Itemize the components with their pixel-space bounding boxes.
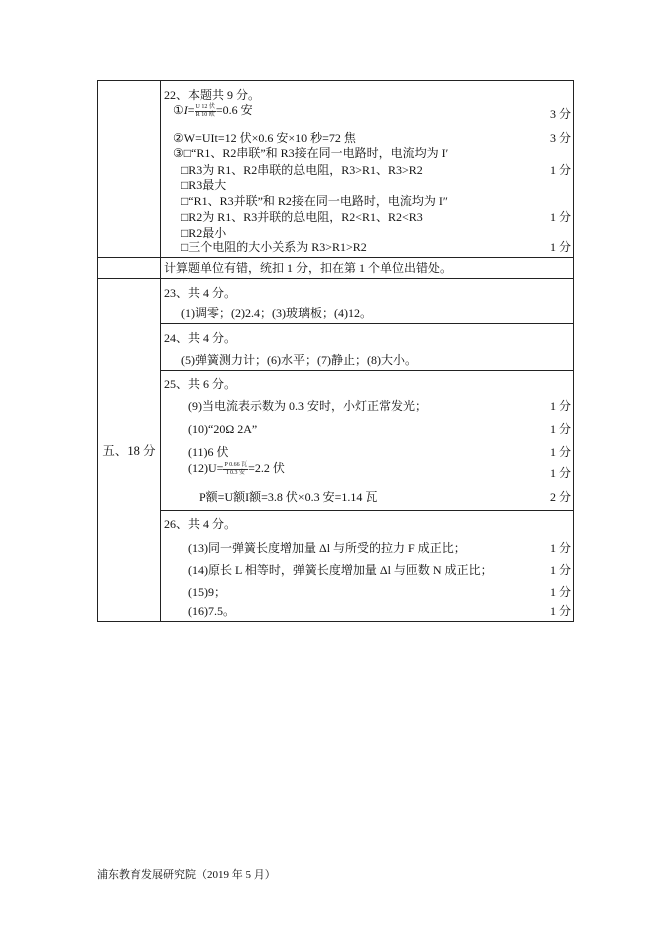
q24-header: 24、共 4 分。 <box>164 331 237 345</box>
q22-line1-tail: =0.6 安 <box>215 103 253 117</box>
q22-line4: □R3为 R1、R2串联的总电阻，R3>R1、R3>R2 <box>181 163 423 177</box>
q25-answer-12-denominator: I 0.3 安 <box>226 469 246 476</box>
q24-row <box>98 324 574 371</box>
q22-header: 22、本题共 9 分。 <box>164 88 261 102</box>
q22-line5: □R3最大 <box>181 178 227 192</box>
q25-answer-12b-score: 2 分 <box>549 490 571 504</box>
q25-answer-12-score: 1 分 <box>549 466 571 480</box>
q22-cell <box>161 81 574 258</box>
q25-answer-9: (9)当电流表示数为 0.3 安时，小灯正常发光； <box>188 399 427 413</box>
q24-cell <box>161 324 574 371</box>
q23-header: 23、共 4 分。 <box>164 286 237 300</box>
q25-answer-12b: P额=U额I额=3.8 伏×0.3 安=1.14 瓦 <box>199 490 378 504</box>
note-cell <box>161 258 574 279</box>
q22-line9-score: 1 分 <box>549 240 571 254</box>
q26-answer-15: (15)9； <box>188 585 226 599</box>
q26-answer-16: (16)7.5。 <box>188 604 235 618</box>
q26-header: 26、共 4 分。 <box>164 517 237 531</box>
q22-line1-numerator: U 12 伏 <box>195 103 215 110</box>
q25-answer-11: (11)6 伏 <box>188 445 229 459</box>
q23-row <box>98 279 574 324</box>
answer-table <box>97 80 574 622</box>
q26-answer-13-score: 1 分 <box>549 541 571 555</box>
unit-error-note: 计算题单位有错，统扣 1 分，扣在第 1 个单位出错处。 <box>164 261 453 275</box>
q25-header: 25、共 6 分。 <box>164 377 237 391</box>
section-cell-empty-2 <box>98 258 161 279</box>
q26-answer-16-score: 1 分 <box>549 604 571 618</box>
q22-line3: ③□“R1、R2串联”和 R3接在同一电路时，电流均为 I′ <box>173 146 449 160</box>
q26-answer-13: (13)同一弹簧长度增加量 Δl 与所受的拉力 F 成正比； <box>188 541 466 555</box>
q22-line2-score: 3 分 <box>549 131 571 145</box>
q26-cell <box>161 511 574 622</box>
q23-cell <box>161 279 574 324</box>
section-cell-empty-1 <box>98 81 161 258</box>
q22-line7-score: 1 分 <box>549 210 571 224</box>
q22-row <box>98 81 574 258</box>
q25-answer-12: (12)U= $\frac{\text{P 0.66 瓦}}{\text{I 0.3 安}}$ =2.2 伏 <box>188 461 285 476</box>
q26-answer-14: (14)原长 L 相等时，弹簧长度增加量 Δl 与匝数 N 成正比； <box>188 563 493 577</box>
q26-answer-15-score: 1 分 <box>549 585 571 599</box>
section-cell: 五、18 分 <box>98 279 161 622</box>
q22-line9: □三个电阻的大小关系为 R3>R1>R2 <box>181 240 367 254</box>
q22-line1-denominator: R 10 欧 <box>195 111 215 118</box>
q22-line2: ②W=UIt=12 伏×0.6 安×10 秒=72 焦 <box>173 131 356 145</box>
q25-answer-10: (10)“20Ω 2A” <box>188 422 258 436</box>
q25-answer-10-score: 1 分 <box>549 422 571 436</box>
q22-line7: □R2为 R1、R3并联的总电阻，R2<R1、R2<R3 <box>181 210 423 224</box>
q23-answers: (1)调零；(2)2.4；(3)玻璃板；(4)12。 <box>181 306 372 320</box>
q25-cell <box>161 371 574 511</box>
q22-line4-score: 1 分 <box>549 163 571 177</box>
q25-answer-12-numerator: P 0.66 瓦 <box>224 461 248 468</box>
q22-line1-score: 3 分 <box>549 107 571 121</box>
q26-answer-14-score: 1 分 <box>549 563 571 577</box>
q22-line1: ①I= $\frac{\text{U 12 伏}}{\text{R 10 欧}}$ =0.6 安 <box>173 103 253 118</box>
q22-line6: □“R1、R3并联”和 R2接在同一电路时，电流均为 I″ <box>181 194 448 208</box>
q25-answer-11-score: 1 分 <box>549 445 571 459</box>
q25-answer-12-tail: =2.2 伏 <box>248 461 285 475</box>
q25-row <box>98 371 574 511</box>
q26-row <box>98 511 574 622</box>
note-row <box>98 258 574 279</box>
q24-answers: (5)弹簧测力计；(6)水平；(7)静止；(8)大小。 <box>181 353 417 367</box>
q25-answer-9-score: 1 分 <box>549 399 571 413</box>
q25-answer-12-lead: (12)U <box>188 461 217 475</box>
q22-line8: □R2最小 <box>181 226 227 240</box>
footer-institution: 浦东教育发展研究院（2019 年 5 月） <box>97 869 276 881</box>
